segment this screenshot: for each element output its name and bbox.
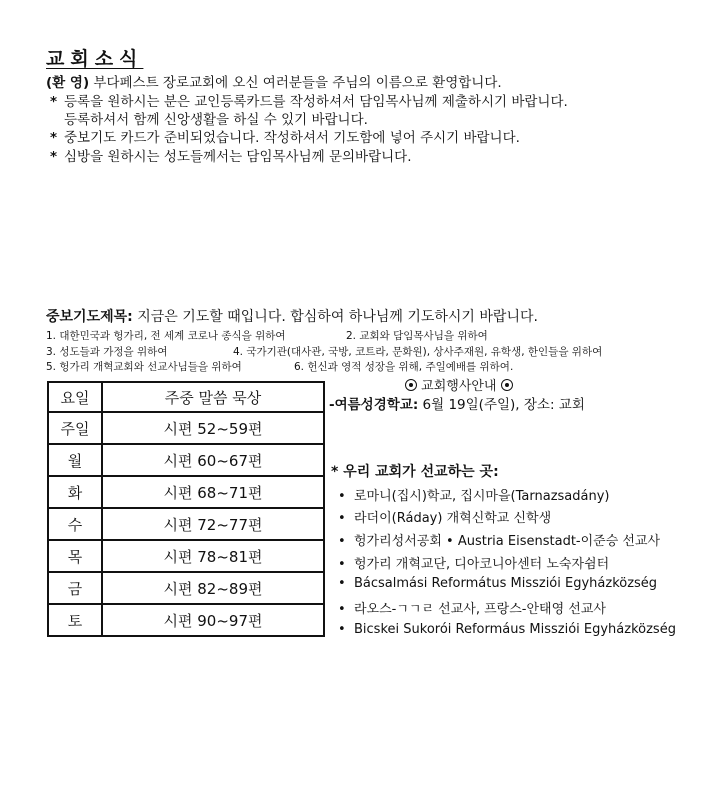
note-item: * 등록을 원하시는 분은 교인등록카드를 작성하셔서 담임목사님께 제출하시기 바랍니다. [50, 94, 568, 110]
prayer-item: 5. 헝가리 개혁교회와 선교사님들을 위하여 [46, 361, 242, 373]
note-text: 심방을 원하시는 성도들께서는 담임목사님께 문의바랍니다. [64, 149, 412, 165]
event-text: 6월 19일(주일), 장소: 교회 [422, 397, 585, 413]
mission-text: 로마니(집시)학교, 집시마을(Tarnazsadány) [354, 489, 610, 504]
events-heading [405, 375, 513, 394]
mission-text: Bácsalmási Református Missziói Egyházközség [354, 576, 658, 591]
prayer-item: 1. 대한민국과 헝가리, 전 세계 코로나 종식을 위하여 [46, 330, 286, 342]
missions-heading: * 우리 교회가 선교하는 곳: [331, 464, 499, 480]
note-text: 등록하셔서 함께 신앙생활을 하실 수 있기 바랍니다. [64, 112, 368, 128]
column-header-reading: 주중 말씀 묵상 [102, 382, 324, 412]
prayer-text: 지금은 기도할 때입니다. 합심하여 하나님께 기도하시기 바랍니다. [137, 309, 538, 325]
mission-item: • 헝가리성서공회 • Austria Eisenstadt-이준승 선교사 [338, 534, 661, 549]
prayer-heading [46, 306, 538, 326]
day-cell: 토 [48, 604, 102, 636]
event-label: -여름성경학교: [329, 397, 419, 413]
reading-cell: 시편 90~97편 [102, 604, 324, 636]
mission-text: Bicskei Sukorói Reformáus Missziói Egyházközség [354, 622, 676, 637]
reading-cell: 시편 78~81편 [102, 540, 324, 572]
mission-item: • 로마니(집시)학교, 집시마을(Tarnazsadány) [338, 489, 610, 504]
mission-text: 헝가리성서공회 • Austria Eisenstadt-이준승 선교사 [354, 534, 661, 549]
column-header-day: 요일 [48, 382, 102, 412]
reading-cell: 시편 72~77편 [102, 508, 324, 540]
welcome-text: 부다페스트 장로교회에 오신 여러분들을 주님의 이름으로 환영합니다. [93, 75, 502, 91]
prayer-item: 2. 교회와 담임목사님을 위하여 [346, 330, 488, 342]
note-item [64, 108, 368, 128]
prayer-item: 6. 헌신과 영적 성장을 위해, 주일예배를 위하여. [294, 361, 514, 373]
note-text: 등록을 원하시는 분은 교인등록카드를 작성하셔서 담임목사님께 제출하시기 바랍니다. [64, 94, 568, 110]
mission-text: 라더이(Ráday) 개혁신학교 신학생 [354, 511, 552, 526]
reading-cell: 시편 52~59편 [102, 412, 324, 444]
prayer-label: 중보기도제목: [46, 309, 133, 325]
mission-item: • 헝가리 개혁교단, 디아코니아센터 노숙자쉼터 [338, 557, 610, 572]
table-row [48, 476, 324, 508]
mission-item: • Bácsalmási Református Missziói Egyházközség [338, 576, 658, 591]
note-text: 중보기도 카드가 준비되었습니다. 작성하셔서 기도함에 넣어 주시기 바랍니다. [64, 130, 520, 146]
table-header-row [48, 382, 324, 412]
day-cell: 화 [48, 476, 102, 508]
circle-dot-icon [405, 379, 417, 391]
day-cell: 금 [48, 572, 102, 604]
mission-text: 라오스-ㄱㄱㄹ 선교사, 프랑스-안태영 선교사 [354, 602, 606, 617]
table-row [48, 540, 324, 572]
mission-text: 헝가리 개혁교단, 디아코니아센터 노숙자쉼터 [354, 557, 610, 572]
missions-title-text: 우리 교회가 선교하는 곳: [343, 464, 499, 480]
welcome-line [46, 71, 502, 91]
reading-cell: 시편 68~71편 [102, 476, 324, 508]
day-cell: 주일 [48, 412, 102, 444]
mission-item: • Bicskei Sukorói Reformáus Missziói Egyházközség [338, 622, 676, 637]
day-cell: 월 [48, 444, 102, 476]
events-heading-text: 교회행사안내 [421, 379, 497, 394]
reading-cell: 시편 82~89편 [102, 572, 324, 604]
table-row [48, 444, 324, 476]
note-item: * 중보기도 카드가 준비되었습니다. 작성하셔서 기도함에 넣어 주시기 바랍니다. [50, 130, 520, 146]
reading-cell: 시편 60~67편 [102, 444, 324, 476]
devotion-table [47, 381, 325, 637]
table-row [48, 412, 324, 444]
circle-dot-icon [501, 379, 513, 391]
day-cell: 목 [48, 540, 102, 572]
mission-item: • 라오스-ㄱㄱㄹ 선교사, 프랑스-안태영 선교사 [338, 602, 606, 617]
day-cell: 수 [48, 508, 102, 540]
note-item: * 심방을 원하시는 성도들께서는 담임목사님께 문의바랍니다. [50, 149, 412, 165]
news-title: 교회소식 [46, 48, 144, 70]
table-row [48, 604, 324, 636]
mission-item: • 라더이(Ráday) 개혁신학교 신학생 [338, 511, 552, 526]
table-row [48, 508, 324, 540]
event-item [329, 393, 585, 413]
table-row [48, 572, 324, 604]
welcome-label: (환 영) [46, 75, 90, 91]
prayer-item: 4. 국가기관(대사관, 국방, 코트라, 문화원), 상사주재원, 유학생, 한인들을 위하여 [233, 346, 603, 358]
prayer-item: 3. 성도들과 가정을 위하여 [46, 346, 168, 358]
